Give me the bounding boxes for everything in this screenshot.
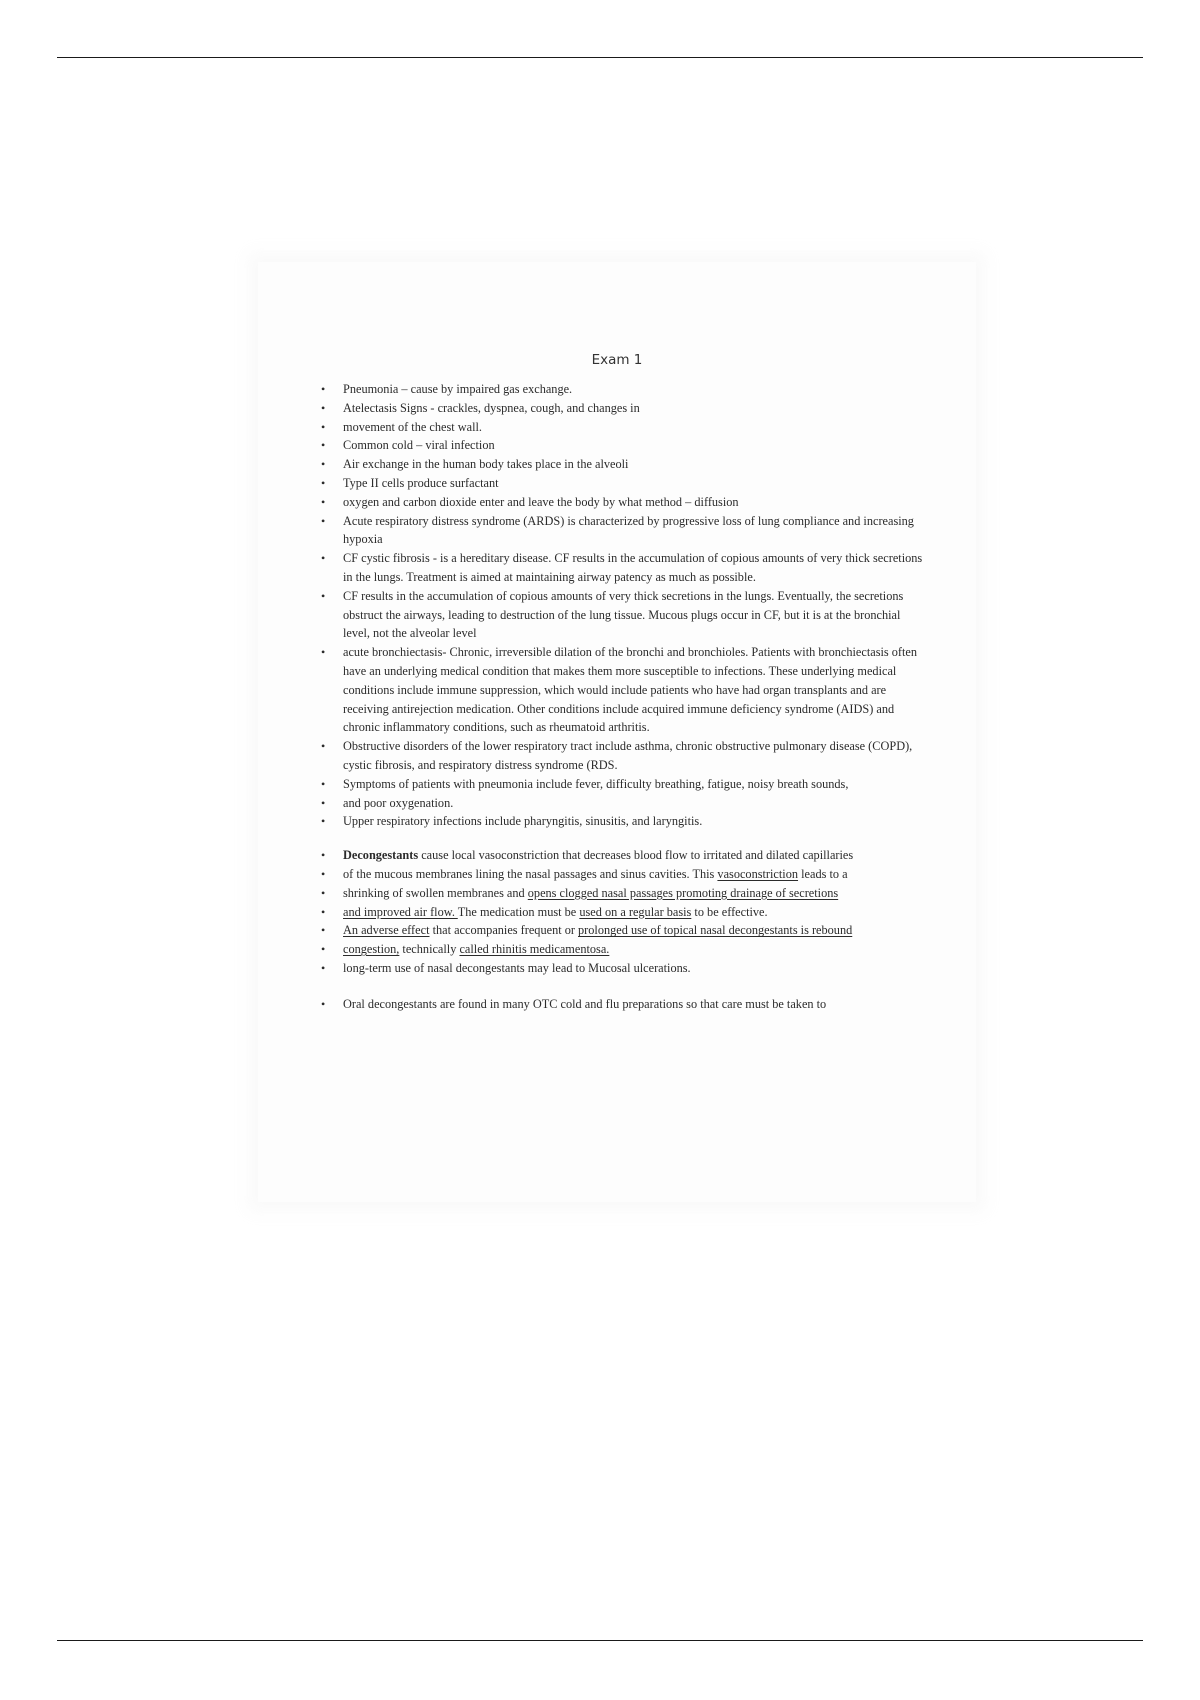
footer-rule xyxy=(57,1640,1143,1641)
list-item: • and poor oxygenation. xyxy=(343,794,928,813)
item-text: technically xyxy=(399,942,460,957)
list-item: • long-term use of nasal decongestants may lead to Mucosal ulcerations. xyxy=(343,959,928,978)
bold-term: Decongestants xyxy=(343,848,419,863)
list-item: • Obstructive disorders of the lower respiratory tract include asthma, chronic obstructive pulmonary disease (COPD), cystic fibrosis, and respiratory distress syndrome (RDS. xyxy=(343,737,928,775)
list-item: • Pneumonia – cause by impaired gas exchange. xyxy=(343,380,928,399)
item-text: cause local vasoconstriction that decreases blood flow to irritated and dilated capillaries xyxy=(418,848,854,863)
list-item xyxy=(343,846,928,865)
item-text: that accompanies frequent or xyxy=(429,923,579,938)
list-item: • Air exchange in the human body takes place in the alveoli xyxy=(343,455,928,474)
list-item: • Acute respiratory distress syndrome (ARDS) is characterized by progressive loss of lung compliance and increasing hypoxia xyxy=(343,512,928,550)
list-item xyxy=(343,903,928,922)
scanned-page xyxy=(258,262,976,1202)
list-item xyxy=(343,865,928,884)
item-text: of the mucous membranes lining the nasal passages and sinus cavities. This xyxy=(343,866,718,881)
list-item xyxy=(343,884,928,903)
list-item: • Oral decongestants are found in many OTC cold and flu preparations so that care must be taken to xyxy=(343,995,928,1014)
list-item: • CF results in the accumulation of copious amounts of very thick secretions in the lungs. Eventually, the secretions obstruct the airways, leading to destruction of the lung tissue. Mucous plugs occur in CF, but it is at the bronchial level, not the alveolar level xyxy=(343,587,928,643)
list-item xyxy=(343,921,928,940)
list-item: • CF cystic fibrosis - is a hereditary disease. CF results in the accumulation of copious amounts of very thick secretions in the lungs. Treatment is aimed at maintaining airway patency as much as possible. xyxy=(343,549,928,587)
item-text: The medication must be xyxy=(457,904,580,919)
underlined-text: opens clogged nasal passages promoting drainage of secretions xyxy=(527,885,839,900)
list-item: • Symptoms of patients with pneumonia include fever, difficulty breathing, fatigue, noisy breath sounds, xyxy=(343,775,928,794)
list-item: • acute bronchiectasis- Chronic, irreversible dilation of the bronchi and bronchioles. Patients with bronchiectasis often have an underlying medical condition that makes them more susceptible to infections. These underlying medical conditions include immune suppression, which would include patients who have had organ transplants and are receiving antirejection medication. Other conditions include acquired immune deficiency syndrome (AIDS) and chronic inflammatory conditions, such as rheumatoid arthritis. xyxy=(343,643,928,737)
document-title: Exam 1 xyxy=(591,352,643,368)
underlined-text: An adverse effect xyxy=(343,923,430,938)
underlined-text: prolonged use of topical nasal decongestants is rebound xyxy=(578,923,853,938)
list-item: • Upper respiratory infections include pharyngitis, sinusitis, and laryngitis. xyxy=(343,812,928,831)
underlined-text: congestion, xyxy=(343,942,400,957)
item-text: to be effective. xyxy=(691,904,768,919)
underlined-text: vasoconstriction xyxy=(717,866,799,881)
list-item: • Common cold – viral infection xyxy=(343,436,928,455)
header-rule xyxy=(57,57,1143,58)
list-item: • Atelectasis Signs - crackles, dyspnea, cough, and changes in xyxy=(343,399,928,418)
list-item: • movement of the chest wall. xyxy=(343,418,928,437)
list-item: • oxygen and carbon dioxide enter and leave the body by what method – diffusion xyxy=(343,493,928,512)
item-text: leads to a xyxy=(798,866,848,881)
underlined-text: used on a regular basis xyxy=(579,904,692,919)
notes-list xyxy=(343,380,928,1014)
underlined-text: and improved air flow. xyxy=(343,904,458,919)
item-text: shrinking of swollen membranes and xyxy=(343,885,528,900)
list-item: • Type II cells produce surfactant xyxy=(343,474,928,493)
list-item xyxy=(343,940,928,959)
underlined-text: called rhinitis medicamentosa. xyxy=(459,942,610,957)
